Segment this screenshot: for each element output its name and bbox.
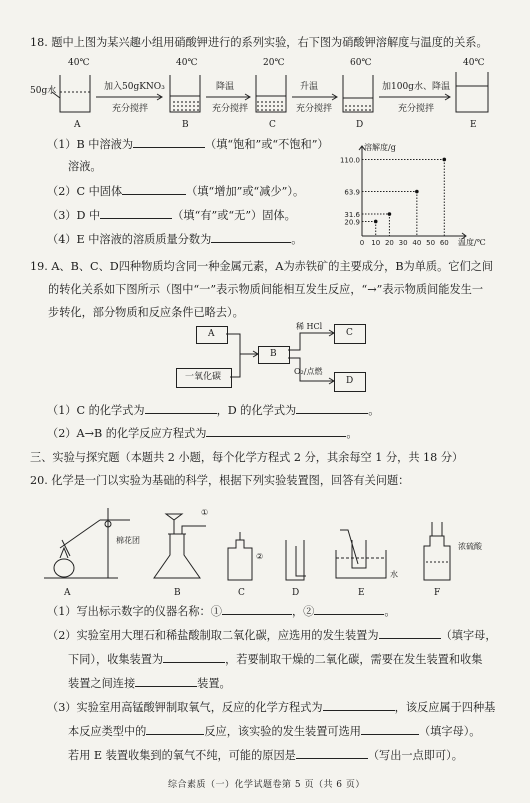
beaker-label-d: D [356, 120, 364, 130]
q20-s2b: 下同），收集装置为 ，若要制取干燥的二氧化碳，需要在发生装置和收集 [68, 653, 483, 666]
x-tick-label: 30 [398, 239, 408, 247]
x-tick-label: 0 [359, 239, 365, 247]
x-tick-label: 50 [426, 239, 436, 247]
water-label-e: 水 [390, 570, 398, 579]
q20-s1: （1）写出标示数字的仪器名称：① ，② 。 [47, 605, 396, 618]
label-o2: O₂/点燃 [294, 367, 323, 376]
node-c: C [334, 324, 366, 344]
arrow1-bottom: 充分搅拌 [112, 104, 149, 114]
cotton-label: 棉花团 [116, 536, 140, 545]
y-tick-label: 20.9 [344, 218, 360, 227]
section3-heading: 三、实验与探究题（本题共 2 小题，每个化学方程式 2 分，其余每空 1 分，共 18 分） [30, 451, 464, 464]
y-tick-label: 31.6 [344, 211, 360, 220]
q18-sub1: （1）B 中溶液为 （填“饱和”或“不饱和”） [47, 138, 329, 151]
app-label-b: B [174, 588, 181, 598]
arrow3-top: 升温 [300, 82, 319, 92]
label-hcl: 稀 HCl [296, 322, 323, 331]
arrow4-bottom: 充分搅拌 [398, 104, 435, 114]
temp-d: 60℃ [350, 58, 372, 68]
q20-s2c: 装置之间连接 装置。 [68, 677, 231, 690]
app-label-e: E [358, 588, 365, 598]
q19-sub1: （1）C 的化学式为 ，D 的化学式为 。 [47, 404, 380, 417]
q20-s3b: 本反应类型中的 反应，该实验的发生装置可选用 （填字母）。 [68, 725, 481, 738]
x-tick-label: 20 [384, 239, 394, 247]
q20-s3a: （3）实验室用高锰酸钾制取氧气，反应的化学方程式为 ，该反应属于四种基 [47, 701, 496, 714]
water-label: 50g水 [30, 86, 57, 96]
q19-line3: 步转化，部分物质和反应条件已略去）。 [48, 306, 244, 319]
acid-label: 浓硫酸 [458, 542, 482, 551]
marker-2: ② [256, 552, 264, 561]
q19-line1: 19. A、B、C、D四种物质均含同一种金属元素，A为赤铁矿的主要成分，B为单质。它们之间 [30, 260, 494, 273]
q19-sub2: （2）A→B 的化学反应方程式为 。 [47, 427, 358, 440]
x-tick-label: 10 [371, 239, 381, 247]
temp-a: 40℃ [68, 58, 90, 68]
temp-c: 20℃ [263, 58, 285, 68]
app-label-d: D [292, 588, 300, 598]
x-tick-label: 60 [439, 239, 449, 247]
beaker-label-a: A [74, 120, 81, 130]
beaker-label-e: E [470, 120, 477, 130]
page-footer: 综合素质（一）化学试题卷第 5 页（共 6 页） [168, 780, 365, 790]
chart-xlabel: 温度/℃ [458, 238, 486, 247]
arrow3-bottom: 充分搅拌 [296, 104, 333, 114]
q20-s2a: （2）实验室用大理石和稀盐酸制取二氧化碳，应选用的发生装置为 （填字母， [47, 629, 497, 642]
q20-stem: 20. 化学是一门以实验为基础的科学，根据下列实验装置图，回答有关问题： [30, 474, 410, 487]
node-a: A [196, 326, 228, 344]
chart-ylabel: 溶解度/g [364, 143, 396, 152]
beaker-label-c: C [269, 120, 276, 130]
app-label-f: F [434, 588, 441, 598]
node-co: 一氧化碳 [176, 368, 232, 388]
q18-sub3: （3）D 中 （填“有”或“无”）固体。 [47, 209, 296, 222]
marker-1: ① [201, 508, 209, 517]
app-label-c: C [238, 588, 245, 598]
arrow2-top: 降温 [216, 82, 235, 92]
q20-s3c: 若用 E 装置收集到的氧气不纯，可能的原因是 （写出一点即可）。 [68, 749, 463, 762]
temp-e: 40℃ [463, 58, 485, 68]
q18-sub4: （4）E 中溶液的溶质质量分数为 。 [47, 233, 303, 246]
temp-b: 40℃ [176, 58, 198, 68]
y-tick-label: 110.0 [339, 156, 360, 165]
q19-line2: 的转化关系如下图所示（图中“一”表示物质间能相互发生反应，“→”表示物质间能发生一 [48, 283, 484, 296]
node-d: D [334, 372, 366, 392]
app-label-a: A [64, 588, 71, 598]
beaker-label-b: B [182, 120, 189, 130]
q18-stem: 18. 题中上图为某兴趣小组用硝酸钾进行的系列实验，右下图为硝酸钾溶解度与温度的关系。 [30, 36, 488, 49]
x-tick-label: 40 [412, 239, 422, 247]
q18-sub1c: 溶液。 [68, 160, 102, 173]
arrow2-bottom: 充分搅拌 [212, 104, 249, 114]
node-b: B [258, 346, 290, 364]
arrow4-top: 加100g水、降温 [382, 82, 450, 92]
y-tick-label: 63.9 [344, 188, 360, 197]
q18-sub2: （2）C 中固体 （填“增加”或“减少”）。 [47, 185, 305, 198]
arrow1-top: 加入50gKNO₃ [104, 82, 165, 92]
